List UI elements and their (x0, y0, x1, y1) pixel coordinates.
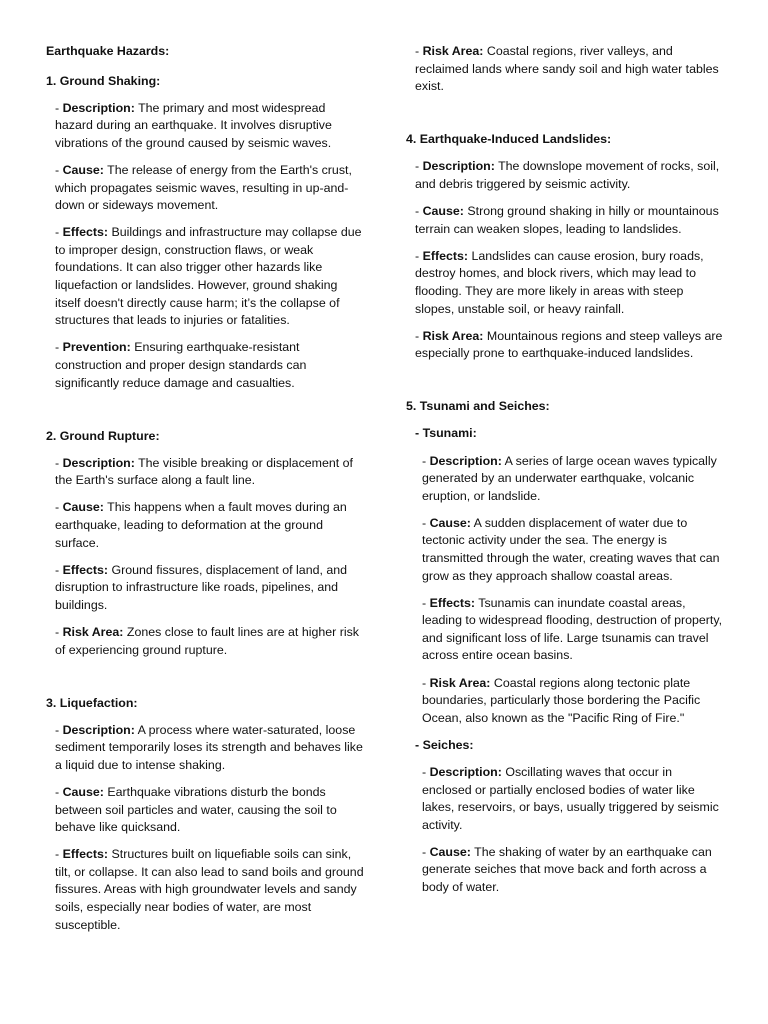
ground-shaking-description: - Description: The primary and most widespread hazard during an earthquake. It involves disruptive vibrations of the ground caused by seismic waves. (55, 100, 332, 150)
section-heading-landslides: 4. Earthquake-Induced Landslides: (406, 132, 612, 147)
landslides-description: - Description: The downslope movement of rocks, soil, and debris triggered by seismic activity. (415, 159, 720, 191)
liquefaction-description: - Description: A process where water-saturated, loose sediment temporarily loses its strength and behaves like a liquid due to intense shaking. (55, 722, 363, 772)
ground-rupture-risk-area: - Risk Area: Zones close to fault lines are at higher risk of experiencing ground rupture. (55, 624, 359, 657)
liquefaction-cause: - Cause: Earthquake vibrations disturb the bonds between soil particles and water, causing the soil to behave like quicksand. (55, 785, 337, 835)
ground-shaking-effects: - Effects: Buildings and infrastructure may collapse due to improper design, construction flaws, or weak foundations. It can also trigger other hazards like liquefaction or landslides. However, ground shaking itself doesn't directly cause harm; it’s the collapse of structures that leads to injuries or fatalities. (55, 225, 362, 328)
section-heading-ground-rupture: 2. Ground Rupture: (46, 428, 160, 443)
tsunami-cause: - Cause: A sudden displacement of water due to tectonic activity under the sea. The energy is transmitted through the water, creating waves that can grow as they approach shallow coastal areas. (422, 515, 720, 583)
subheading-tsunami: - Tsunami: (415, 426, 477, 441)
landslides-effects: - Effects: Landslides can cause erosion, bury roads, destroy homes, and block rivers, which may lead to flooding. They are more likely in areas with steep slopes, unstable soil, or heavy rainfall. (415, 248, 704, 316)
document-title: Earthquake Hazards: (46, 44, 170, 58)
section-heading-ground-shaking: 1. Ground Shaking: (46, 73, 161, 88)
section-heading-tsunami-seiches: 5. Tsunami and Seiches: (406, 399, 550, 414)
ground-rupture-description: - Description: The visible breaking or displacement of the Earth's surface along a fault line. (55, 455, 353, 488)
seiches-cause: - Cause: The shaking of water by an earthquake can generate seiches that move back and forth across a body of water. (422, 844, 712, 894)
ground-rupture-cause: - Cause: This happens when a fault moves during an earthquake, leading to deformation at the ground surface. (55, 500, 347, 550)
landslides-cause: - Cause: Strong ground shaking in hilly or mountainous terrain can weaken slopes, leading to landslides. (415, 204, 719, 236)
seiches-description: - Description: Oscillating waves that occur in enclosed or partially enclosed bodies of water like lakes, reservoirs, or bays, usually triggered by seismic activity. (422, 764, 719, 832)
liquefaction-effects: - Effects: Structures built on liquefiable soils can sink, tilt, or collapse. It can also lead to sand boils and ground fissures. Areas with high groundwater levels and sandy soils, especially near bodies of water, are most susceptible. (55, 847, 364, 932)
liquefaction-risk-area: - Risk Area: Coastal regions, river valleys, and reclaimed lands where sandy soil and high water tables exist. (415, 44, 719, 94)
landslides-risk-area: - Risk Area: Mountainous regions and steep valleys are especially prone to earthquake-induced landslides. (415, 328, 723, 361)
left-column (46, 43, 366, 944)
section-heading-liquefaction: 3. Liquefaction: (46, 695, 138, 710)
ground-shaking-prevention: - Prevention: Ensuring earthquake-resistant construction and proper design standards can significantly reduce damage and casualties. (55, 340, 307, 390)
right-column (406, 43, 724, 906)
tsunami-risk-area: - Risk Area: Coastal regions along tectonic plate boundaries, particularly those bordering the Pacific Ocean, also known as the "Pacific Ring of Fire." (422, 675, 701, 725)
ground-shaking-cause: - Cause: The release of energy from the Earth's crust, which propagates seismic waves, resulting in up-and-down or sideways movement. (55, 162, 352, 213)
tsunami-effects: - Effects: Tsunamis can inundate coastal areas, leading to widespread flooding, destruction of property, and significant loss of life. Large tsunamis can travel across entire ocean basins. (422, 595, 723, 663)
tsunami-description: - Description: A series of large ocean waves typically generated by an underwater earthquake, volcanic eruption, or landslide. (422, 453, 717, 503)
ground-rupture-effects: - Effects: Ground fissures, displacement of land, and disruption to infrastructure like roads, pipelines, and buildings. (55, 562, 348, 612)
subheading-seiches: - Seiches: (415, 737, 474, 752)
